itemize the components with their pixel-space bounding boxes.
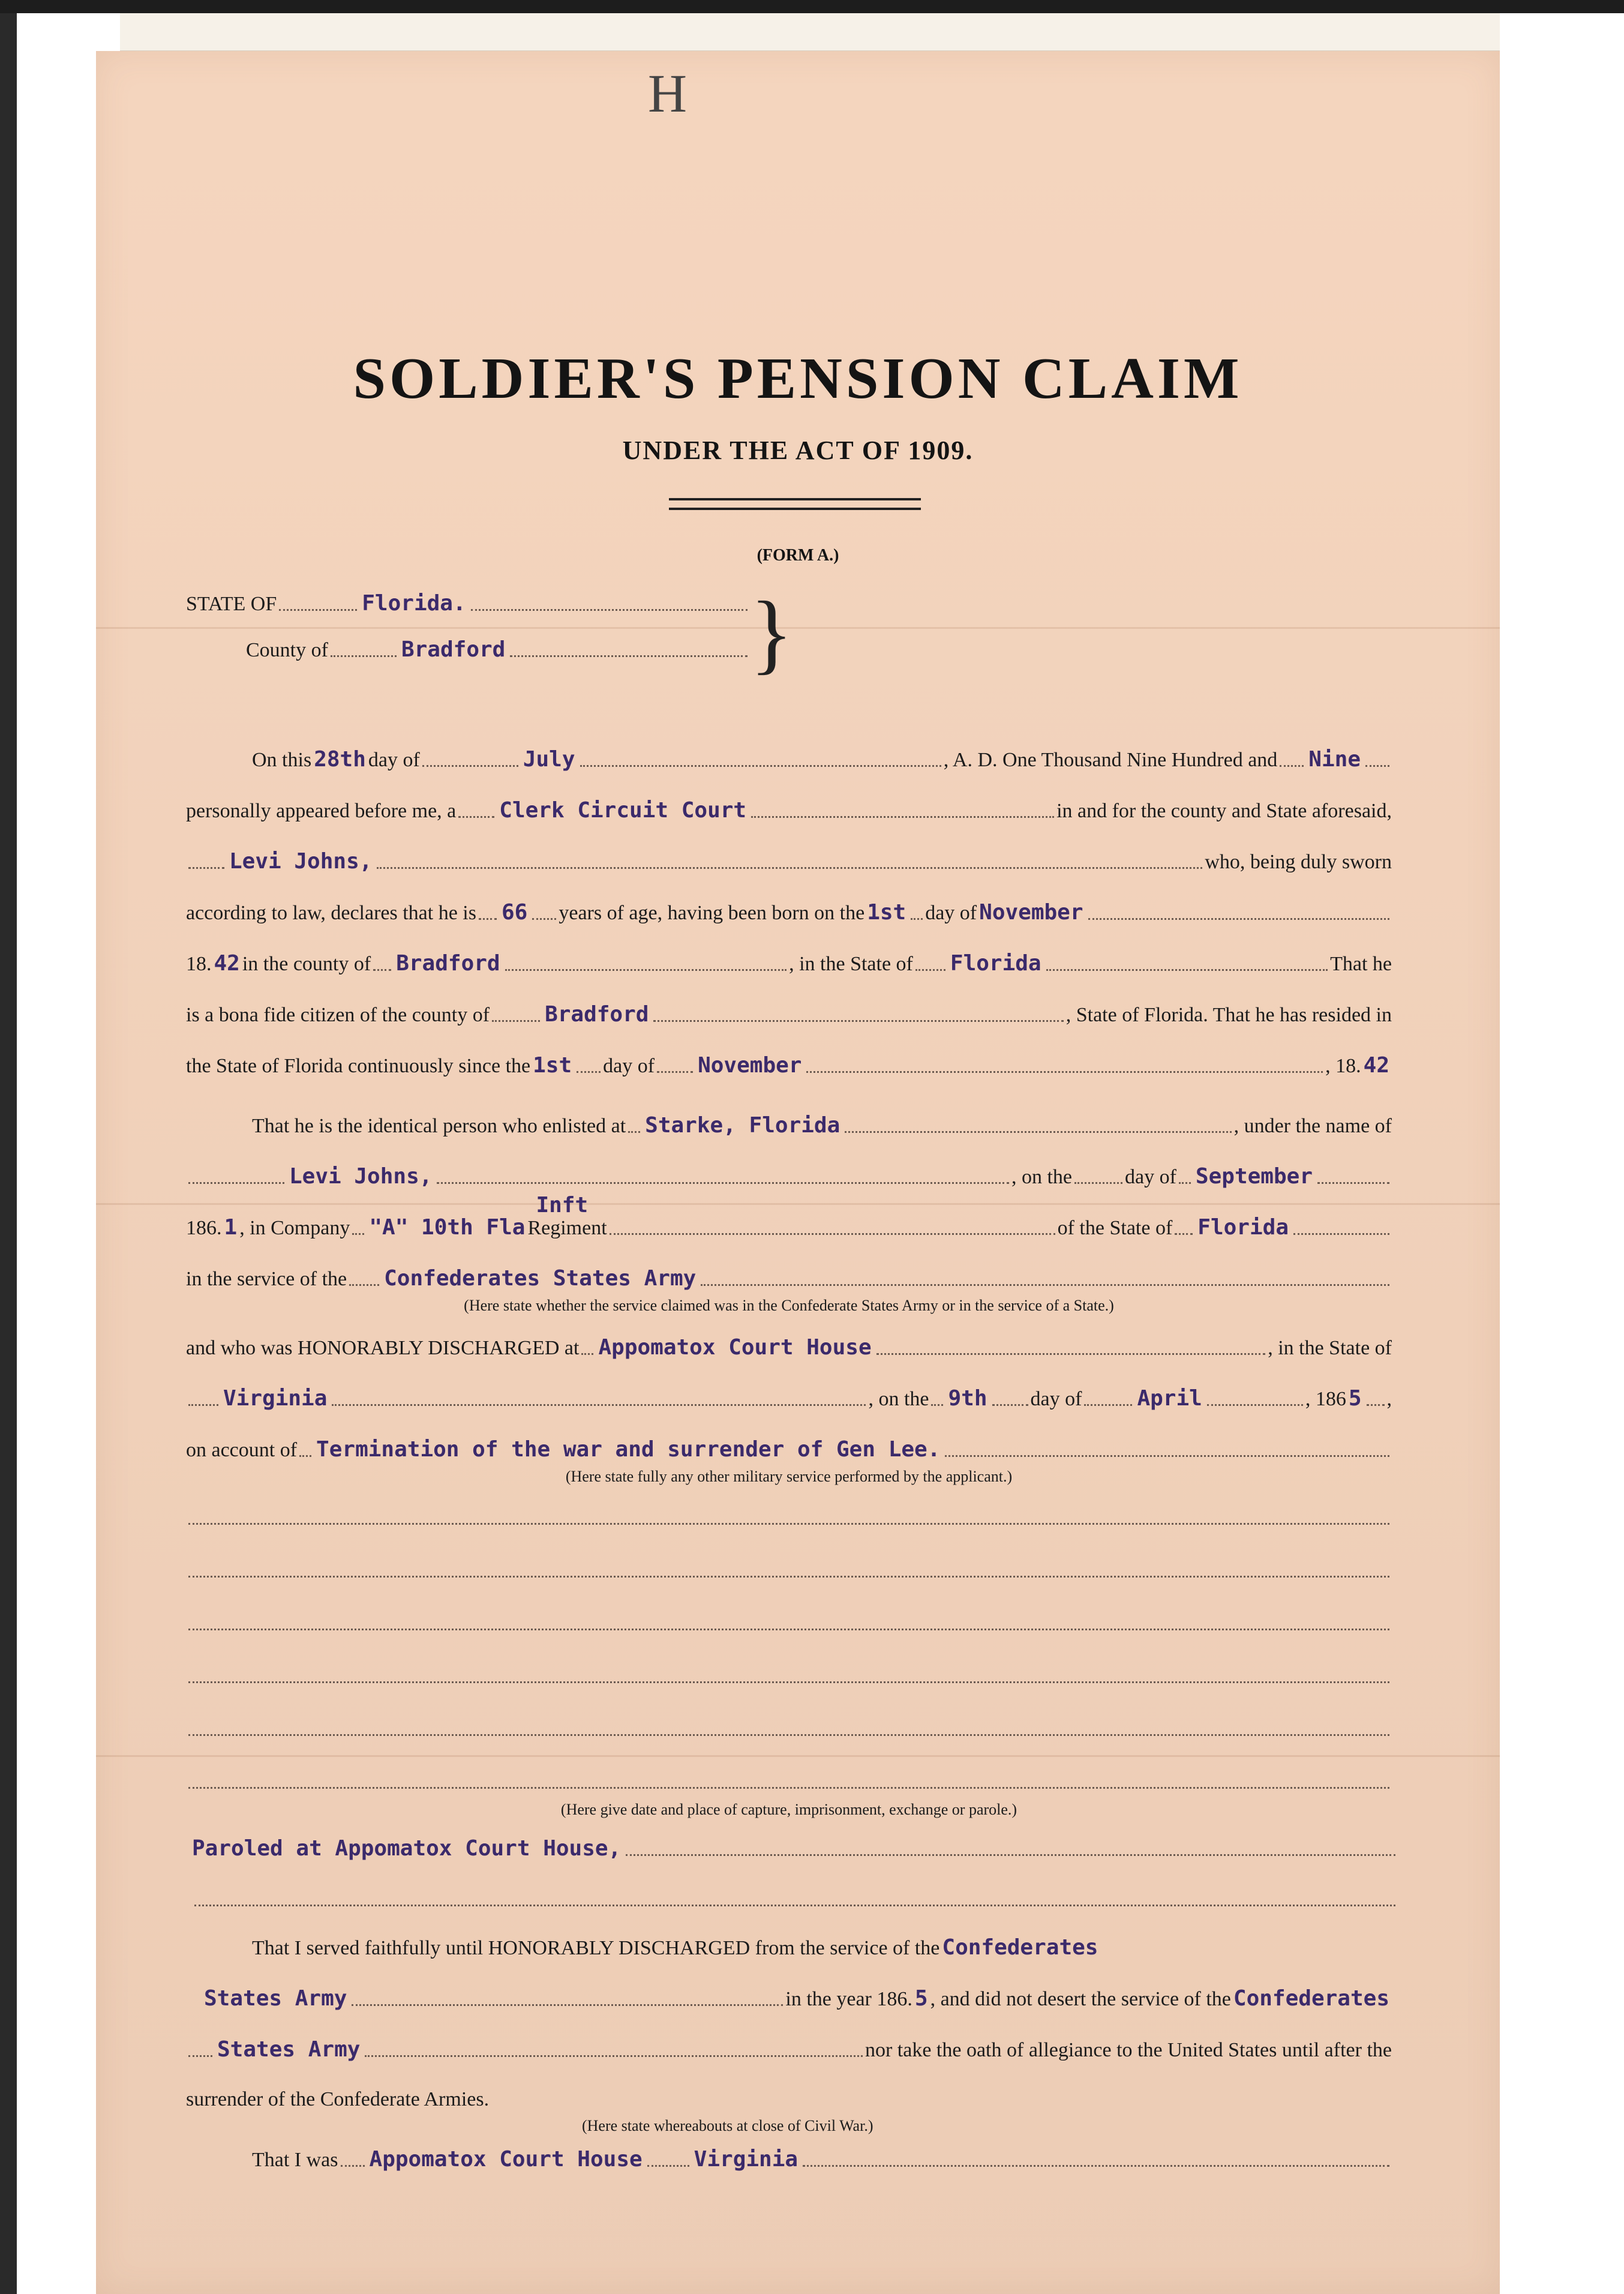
birth-state: Florida (950, 951, 1041, 976)
enlist-month: September (1195, 1164, 1313, 1189)
oath-paragraph (186, 747, 1392, 1078)
discharge-reason: Termination of the war and surrender of Gen Lee. (316, 1437, 941, 1462)
enlist-place: Starke, Florida (645, 1113, 840, 1138)
title-rule (669, 498, 921, 510)
service-end-second: Confederates (1233, 1986, 1389, 2011)
enlist-name: Levi Johns, (289, 1164, 433, 1189)
birth-month: November (979, 900, 1083, 925)
oath-line-5: 18. 42 in the county of Bradford , in the State of Florida That he (186, 951, 1392, 976)
other-service-note: (Here state fully any other military service performed by the applicant.) (565, 1468, 1013, 1485)
pension-form-page (96, 51, 1500, 2294)
discharge-line-1: and who was HONORABLY DISCHARGED at Appomatox Court House , in the State of (186, 1335, 1392, 1360)
birth-county: Bradford (396, 951, 500, 976)
scan-border-left (0, 13, 17, 2294)
capture-block (192, 1836, 1398, 1911)
enlist-line-1: That he is the identical person who enlisted at Starke, Florida , under the name of (252, 1113, 1392, 1138)
service-end-paragraph (186, 1935, 1392, 2172)
service-end-line-3: States Army nor take the oath of allegiance to the United States until after the (186, 2037, 1392, 2062)
oath-year: Nine (1308, 747, 1361, 772)
birth-day: 1st (867, 900, 906, 925)
oath-line-2: personally appeared before me, a Clerk Circuit Court in and for the county and State aforesaid, (186, 798, 1392, 823)
oath-line-4: according to law, declares that he is 66 years of age, having been born on the 1st day of November (186, 900, 1392, 925)
county-label: County of (246, 639, 328, 661)
residence-day: 1st (533, 1053, 572, 1078)
paper-strip (120, 13, 1500, 52)
service-end-second-cont: States Army (217, 2037, 361, 2062)
other-service-blank-lines (186, 1503, 1392, 1819)
state-line (186, 591, 750, 616)
enlist-line-4: in the service of the Confederates States Army (186, 1266, 1392, 1291)
service-end-year: 5 (914, 1986, 928, 2011)
venue-block (186, 591, 750, 662)
discharge-state: Virginia (223, 1386, 328, 1411)
oath-line-3: Levi Johns, who, being duly sworn (186, 849, 1392, 874)
service-end-first-cont: States Army (204, 1986, 347, 2011)
birth-year: 42 (214, 951, 240, 976)
whereabouts-location: Appomatox Court House (369, 2147, 643, 2172)
enlist-company: "A" 10th Fla (369, 1215, 526, 1240)
enlist-year: 1 (224, 1215, 238, 1240)
service-end-line-4: surrender of the Confederate Armies. (186, 2088, 490, 2110)
oath-line-7: the State of Florida continuously since the 1st day of November , 18. 42 (186, 1053, 1392, 1078)
capture-value: Paroled at Appomatox Court House, (192, 1836, 622, 1861)
discharge-year: 5 (1348, 1386, 1362, 1411)
enlist-line-2: Levi Johns, , on the day of September (186, 1164, 1392, 1189)
claimant-age: 66 (502, 900, 528, 925)
discharge-day: 9th (948, 1386, 987, 1411)
enlistment-paragraph (186, 1113, 1392, 1315)
capture-line (192, 1836, 1398, 1861)
citizen-county: Bradford (545, 1002, 649, 1027)
form-title: SOLDIER'S PENSION CLAIM (353, 346, 1243, 411)
service-end-line-1: That I served faithfully until HONORABLY DISCHARGED from the service of the Confederates (186, 1935, 1392, 1960)
enlist-line-3: 186. 1 , in Company "A" 10th Fla Inft Regiment of the State of Florida (186, 1215, 1392, 1240)
whereabouts-state: Virginia (694, 2147, 799, 2172)
enlist-unit-type: Inft (536, 1193, 589, 1218)
form-label: (FORM A.) (757, 546, 839, 565)
residence-month: November (698, 1053, 802, 1078)
discharge-month: April (1137, 1386, 1202, 1411)
service-note: (Here state whether the service claimed was in the Confederate States Army or in the service of a State.) (464, 1297, 1114, 1314)
form-subtitle: UNDER THE ACT OF 1909. (622, 436, 974, 465)
service-end-first: Confederates (942, 1935, 1098, 1960)
residence-year: 42 (1363, 1053, 1389, 1078)
discharge-paragraph (186, 1335, 1392, 1486)
oath-month: July (523, 747, 575, 772)
county-value: Bradford (401, 637, 506, 662)
oath-day: 28th (314, 747, 366, 772)
venue-brace: } (750, 583, 793, 683)
pencil-mark: H (648, 64, 687, 124)
claimant-name: Levi Johns, (229, 849, 373, 874)
whereabouts-line: That I was Appomatox Court House Virginia (186, 2147, 1392, 2172)
state-label: STATE OF (186, 593, 277, 615)
service-end-line-2: States Army in the year 186. 5 , and did not desert the service of the Confederates (186, 1986, 1392, 2011)
discharge-line-3: on account of Termination of the war and surrender of Gen Lee. (186, 1437, 1392, 1462)
oath-line-6: is a bona fide citizen of the county of Bradford , State of Florida. That he has resided in (186, 1002, 1392, 1027)
oath-official: Clerk Circuit Court (499, 798, 747, 823)
county-line (186, 637, 750, 662)
whereabouts-note: (Here state whereabouts at close of Civil War.) (582, 2117, 873, 2134)
enlist-service: Confederates States Army (384, 1266, 697, 1291)
state-value: Florida. (362, 591, 466, 616)
enlist-state: Florida (1197, 1215, 1289, 1240)
oath-line-1: On this 28th day of July , A. D. One Thousand Nine Hundred and Nine (186, 747, 1392, 772)
discharge-place: Appomatox Court House (598, 1335, 872, 1360)
discharge-line-2: Virginia , on the 9th day of April , 186 5 , (186, 1386, 1392, 1411)
scan-border-top (0, 0, 1624, 13)
capture-note: (Here give date and place of capture, imprisonment, exchange or parole.) (560, 1801, 1017, 1818)
